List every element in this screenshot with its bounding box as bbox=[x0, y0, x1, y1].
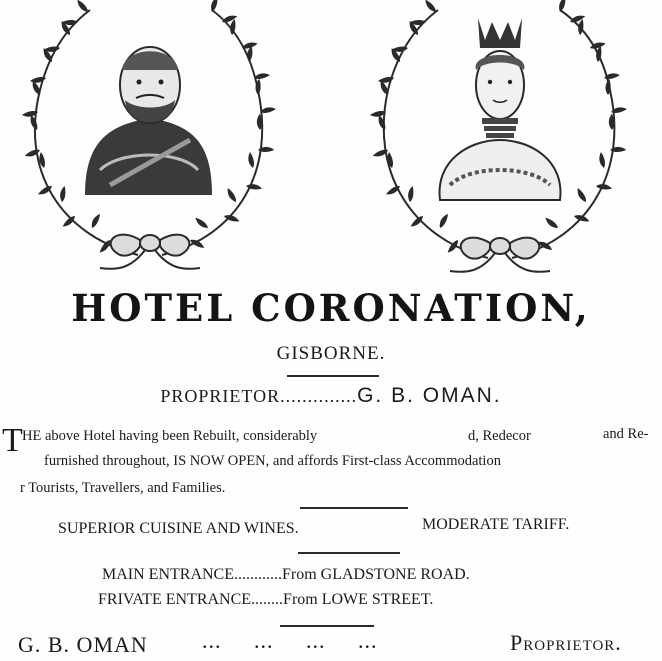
dropcap-letter: T bbox=[2, 422, 23, 459]
feature-cuisine: SUPERIOR CUISINE AND WINES. bbox=[58, 520, 299, 537]
announcement-line-1a: HE above Hotel having been Rebuilt, considerably bbox=[22, 428, 318, 444]
footer-role: Proprietor. bbox=[510, 630, 622, 655]
divider bbox=[298, 552, 400, 554]
king-ribbon-icon bbox=[100, 235, 200, 269]
queen-ribbon-icon bbox=[450, 238, 550, 272]
portraits-illustration bbox=[0, 0, 662, 290]
announcement-line-2: furnished throughout, IS NOW OPEN, and affords First-class Accommodation bbox=[44, 453, 501, 469]
location-heading: GISBORNE. bbox=[276, 343, 386, 364]
divider bbox=[287, 375, 379, 377]
announcement-line-1c: and Re- bbox=[603, 426, 649, 442]
hotel-title: HOTEL CORONATION, bbox=[71, 286, 591, 330]
main-entrance-line: MAIN ENTRANCE............From GLADSTONE ROAD. bbox=[102, 566, 470, 583]
private-entrance-line: FRIVATE ENTRANCE........From LOWE STREET. bbox=[98, 591, 434, 608]
feature-tariff: MODERATE TARIFF. bbox=[422, 516, 570, 533]
footer-dots: ... ... ... ... bbox=[202, 628, 378, 653]
proprietor-name: G. B. OMAN. bbox=[357, 384, 502, 407]
proprietor-label: PROPRIETOR bbox=[160, 386, 281, 406]
announcement-line-3: r Tourists, Travellers, and Families. bbox=[20, 480, 226, 496]
queen-portrait-icon bbox=[440, 18, 561, 200]
king-portrait-icon bbox=[85, 47, 212, 195]
proprietor-line bbox=[0, 384, 662, 408]
announcement-line-1b: d, Redecor bbox=[468, 428, 531, 444]
divider bbox=[300, 507, 408, 509]
proprietor-leader: .............. bbox=[280, 386, 358, 406]
footer-name: G. B. OMAN bbox=[18, 632, 148, 657]
divider bbox=[280, 625, 374, 627]
